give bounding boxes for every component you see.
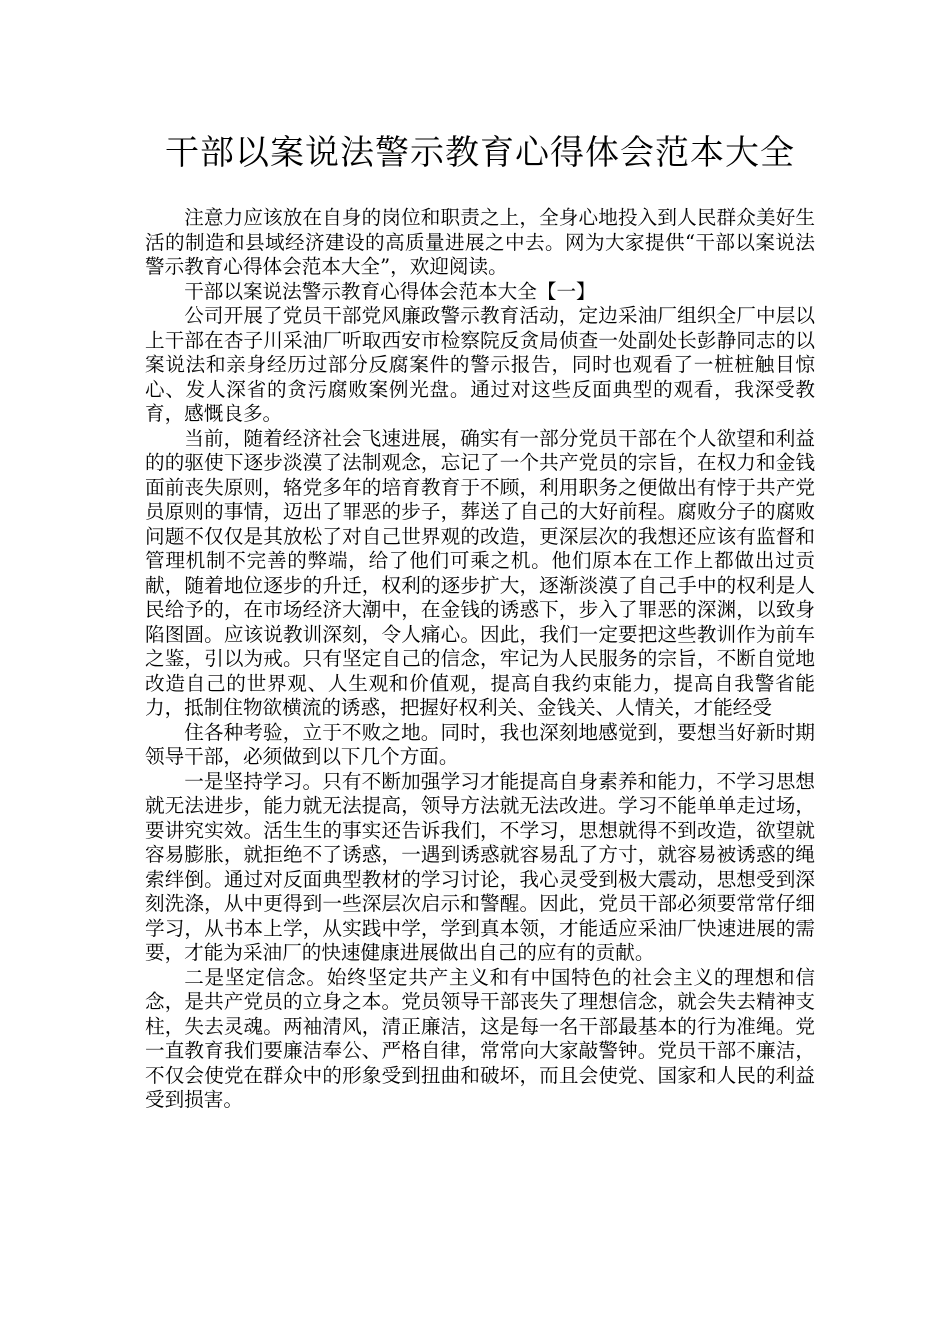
body-paragraph: 住各种考验，立于不败之地。同时，我也深刻地感觉到，要想当好新时期领导干部，必须做到以下几个方面。 [145,720,815,768]
body-paragraph: 当前，随着经济社会飞速进展，确实有一部分党员干部在个人欲望和利益的的驱使下逐步淡漠了法制观念，忘记了一个共产党员的宗旨，在权力和金钱面前丧失原则，辂党多年的培育教育于不顾，利用职务之便做出有悖于共产党员原则的事情，迈出了罪恶的步子，葬送了自己的大好前程。腐败分子的腐败问题不仅仅是其放松了对自己世界观的改造，更深层次的我想还应该有监督和管理机制不完善的弊端，给了他们可乘之机。他们原本在工作上都做出过贡献，随着地位逐步的升迁，权利的逐步扩大，逐渐淡漠了自己手中的权利是人民给予的，在市场经济大潮中，在金钱的诱惑下，步入了罪恶的深渊，以致身陷图圄。应该说教训深刻，令人痛心。因此，我们一定要把这些教训作为前车之鉴，引以为戒。只有坚定自己的信念，牢记为人民服务的宗旨，不断自觉地改造自己的世界观、人生观和价值观，提高自我约束能力，提高自我警省能力，抵制住物欲横流的诱惑，把握好权利关、金钱关、人情关，才能经受 [145,426,815,719]
body-paragraph: 二是坚定信念。始终坚定共产主义和有中国特色的社会主义的理想和信念，是共产党员的立身之本。党员领导干部丧失了理想信念，就会失去精神支柱，失去灵魂。两袖清风，清正廉洁，这是每一名干部最基本的行为准绳。党一直教育我们要廉洁奉公、严格自律，常常向大家敲警钟。党员干部不廉洁，不仅会使党在群众中的形象受到扭曲和破坏，而且会使党、国家和人民的利益受到损害。 [145,965,815,1111]
document-title: 干部以案说法警示教育心得体会范本大全 [165,133,795,173]
document-body [145,206,815,1113]
intro-paragraph: 注意力应该放在自身的岗位和职责之上，全身心地投入到人民群众美好生活的制造和县域经济建设的高质量进展之中去。网为大家提供“干部以案说法警示教育心得体会范本大全”，欢迎阅读。 [145,206,815,278]
body-paragraph: 公司开展了党员干部党风廉政警示教育活动，定边采油厂组织全厂中层以上干部在杏子川采油厂听取西安市检察院反贪局侦查一处副处长彭静同志的以案说法和亲身经历过部分反腐案件的警示报告，同时也观看了一桩桩触目惊心、发人深省的贪污腐败案例光盘。通过对这些反面典型的观看，我深受教育，感慨良多。 [145,304,815,425]
section-heading: 干部以案说法警示教育心得体会范本大全【一】 [184,279,596,303]
document-page [145,0,815,1113]
body-paragraph: 一是坚持学习。只有不断加强学习才能提高自身素养和能力，不学习思想就无法进步，能力就无法提高，领导方法就无法改进。学习不能单单走过场，要讲究实效。活生生的事实还告诉我们，不学习，思想就得不到改造，欲望就容易膨胀，就拒绝不了诱惑，一遇到诱惑就容易乱了方寸，就容易被诱惑的绳索绊倒。通过对反面典型教材的学习讨论，我心灵受到极大震动，思想受到深刻洗涤，从中更得到一些深层次启示和警醒。因此，党员干部必须要常常仔细学习，从书本上学，从实践中学，学到真本领，才能适应采油厂快速进展的需要，才能为采油厂的快速健康进展做出自己的应有的贡献。 [145,769,815,964]
